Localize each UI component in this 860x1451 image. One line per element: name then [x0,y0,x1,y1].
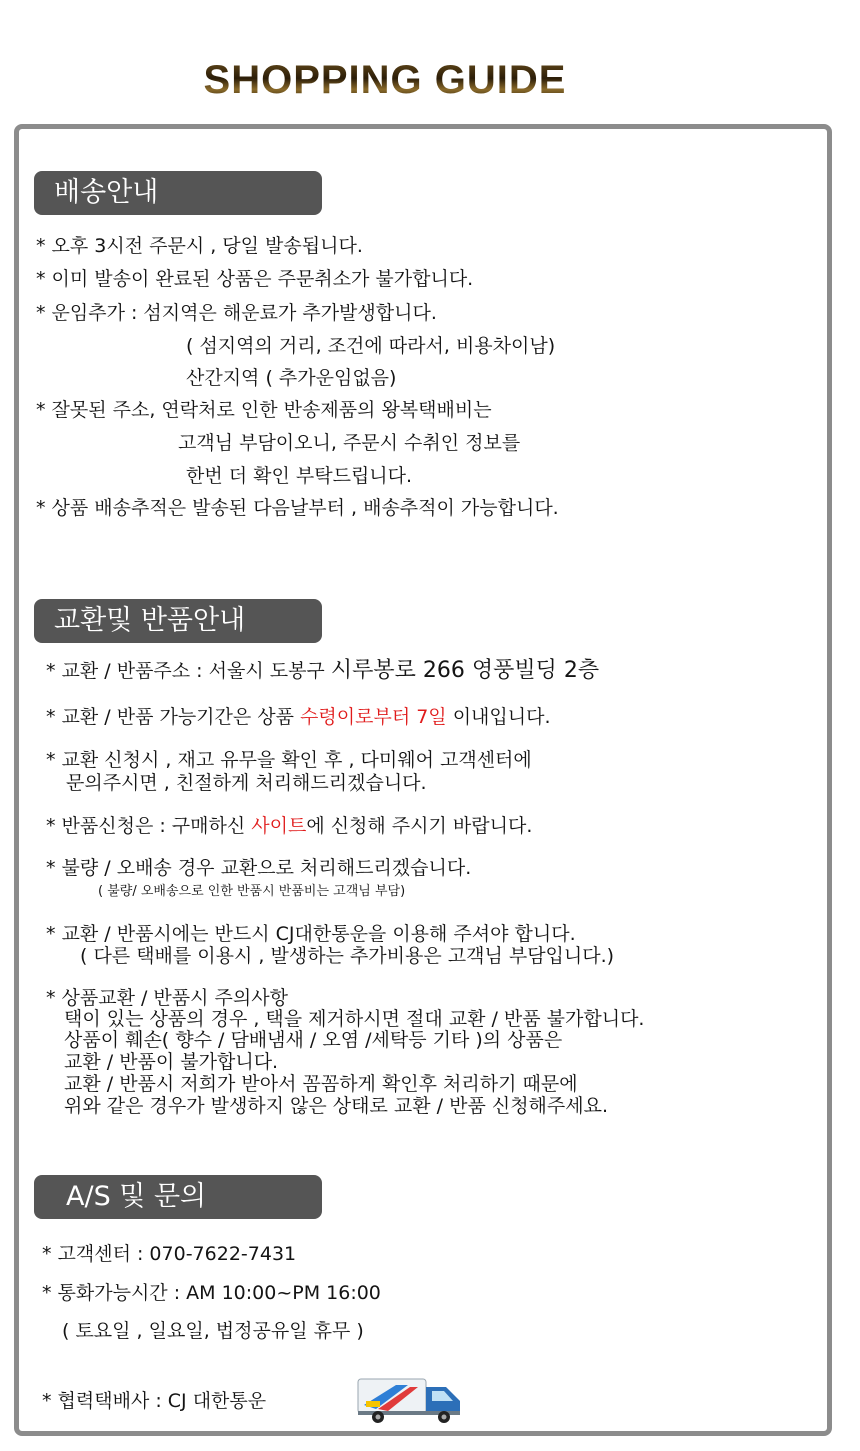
notes-line-3: 상품이 훼손( 향수 / 담배냄새 / 오염 /세탁등 기타 )의 상품은 [64,1029,563,1051]
as-heading-text: A/S 및 문의 [66,1181,207,1212]
delivery-line-2: * 이미 발송이 완료된 상품은 주문취소가 불가합니다. [36,268,474,290]
delivery-line-7: 고객님 부담이오니, 주문시 수취인 정보를 [178,432,521,454]
exchange-heading [34,599,322,643]
period-highlight: 수령이로부터 7일 [300,706,447,728]
defect-line-2: ( 불량/ 오배송으로 인한 반품시 반품비는 고객님 부담) [98,884,406,899]
delivery-heading [34,171,322,215]
as-holidays: ( 토요일 , 일요일, 법정공유일 휴무 ) [62,1320,364,1342]
delivery-line-1: * 오후 3시전 주문시 , 당일 발송됩니다. [36,235,363,257]
notes-line-1: * 상품교환 / 반품시 주의사항 [46,987,288,1009]
address-detail: 시루봉로 266 영풍빌딩 2층 [330,658,600,683]
address-prefix: * 교환 / 반품주소 : 서울시 도봉구 [46,660,331,682]
period-prefix: * 교환 / 반품 가능기간은 상품 [46,706,301,728]
delivery-line-6: * 잘못된 주소, 연락처로 인한 반송제품의 왕복택배비는 [36,399,492,421]
exchange-heading-text: 교환및 반품안내 [54,605,246,636]
page-title: SHOPPING GUIDE [0,58,770,103]
delivery-truck-icon [356,1375,464,1425]
notes-line-5: 교환 / 반품시 저희가 받아서 꼼꼼하게 확인후 처리하기 때문에 [64,1073,578,1095]
notes-line-6: 위와 같은 경우가 발생하지 않은 상태로 교환 / 반품 신청해주세요. [64,1095,609,1117]
defect-line-1: * 불량 / 오배송 경우 교환으로 처리해드리겠습니다. [46,857,472,879]
courier-line-1: * 교환 / 반품시에는 반드시 CJ대한통운을 이용해 주셔야 합니다. [46,923,576,945]
exchange-apply-2: 문의주시면 , 친절하게 처리해드리겠습니다. [66,772,427,794]
as-partner: * 협력택배사 : CJ 대한통운 [42,1390,267,1412]
delivery-line-8: 한번 더 확인 부탁드립니다. [186,465,413,487]
return-site-highlight: 사이트 [251,815,307,837]
courier-line-2: ( 다른 택배를 이용시 , 발생하는 추가비용은 고객님 부담입니다.) [80,945,615,967]
delivery-line-3: * 운임추가 : 섬지역은 해운료가 추가발생합니다. [36,302,437,324]
delivery-line-9: * 상품 배송추적은 발송된 다음날부터 , 배송추적이 가능합니다. [36,497,559,519]
as-heading [34,1175,322,1219]
notes-line-2: 택이 있는 상품의 경우 , 택을 제거하시면 절대 교환 / 반품 불가합니다. [64,1008,645,1030]
as-center: * 고객센터 : 070-7622-7431 [42,1243,297,1265]
period-suffix: 이내입니다. [446,706,551,728]
delivery-heading-text: 배송안내 [54,177,159,208]
notes-line-4: 교환 / 반품이 불가합니다. [64,1051,279,1073]
return-apply [46,814,532,838]
return-suffix: 에 신청해 주시기 바랍니다. [306,815,533,837]
delivery-line-5: 산간지역 ( 추가운임없음) [186,367,397,389]
exchange-address [46,659,599,683]
return-prefix: * 반품신청은 : 구매하신 [46,815,252,837]
delivery-line-4: ( 섬지역의 거리, 조건에 따라서, 비용차이남) [186,335,556,357]
exchange-period [46,705,551,729]
as-hours: * 통화가능시간 : AM 10:00~PM 16:00 [42,1282,381,1304]
exchange-apply-1: * 교환 신청시 , 재고 유무을 확인 후 , 다미웨어 고객센터에 [46,749,532,771]
